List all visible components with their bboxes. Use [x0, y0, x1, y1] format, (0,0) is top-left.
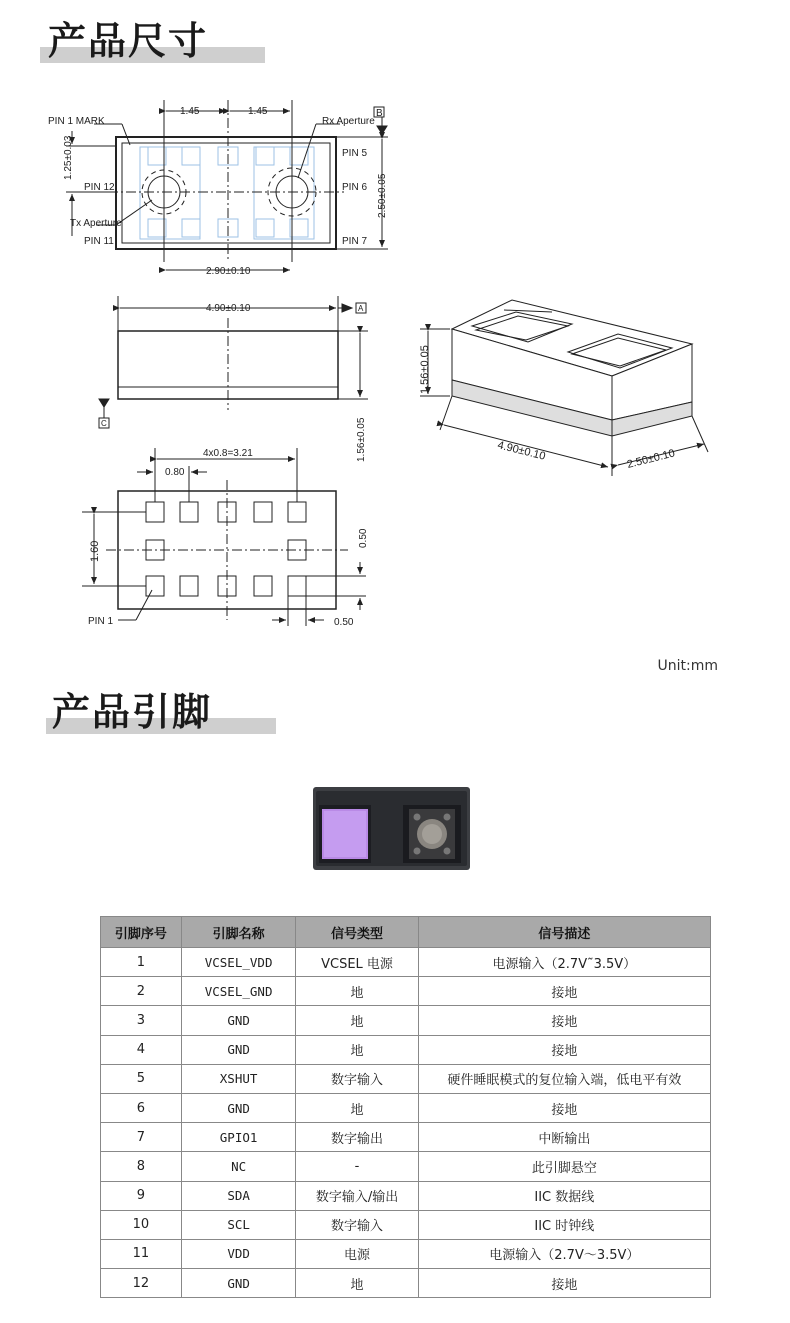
table-row [101, 1269, 711, 1298]
cell-pin-number: 2 [101, 977, 182, 1006]
iso-dim-width: 2.50±0.10 [625, 447, 677, 471]
pin6-label: PIN 6 [342, 182, 368, 193]
pin7-label: PIN 7 [342, 236, 368, 247]
cell-signal-description: 中断输出 [418, 1123, 710, 1152]
cell-pin-number: 7 [101, 1123, 182, 1152]
section-title: 产品尺寸 [48, 19, 209, 63]
cell-signal-type: 地 [296, 1006, 418, 1035]
bottom-pin1-label: PIN 1 [88, 616, 114, 627]
header-signal-description: 信号描述 [418, 917, 710, 948]
dim-bottom: 2.90±0.10 [206, 266, 251, 277]
cell-pin-name: VCSEL_VDD [181, 948, 295, 977]
pin-table [100, 916, 711, 1298]
cell-signal-description: 接地 [418, 1093, 710, 1122]
cell-signal-type: 电源 [296, 1239, 418, 1268]
cell-pin-number: 8 [101, 1152, 182, 1181]
cell-pin-name: VDD [181, 1239, 295, 1268]
table-row [101, 1181, 711, 1210]
cell-pin-name: GND [181, 1035, 295, 1064]
tx-aperture-label: Tx Aperture [70, 218, 122, 229]
datum-c: C [101, 419, 107, 428]
cell-pin-name: SDA [181, 1181, 295, 1210]
cell-pin-number: 10 [101, 1210, 182, 1239]
bottom-dim-pitch: 0.80 [165, 467, 185, 478]
cell-pin-name: NC [181, 1152, 295, 1181]
cell-signal-type: VCSEL 电源 [296, 948, 418, 977]
dim-top-left: 1.45 [180, 106, 200, 117]
table-row [101, 1239, 711, 1268]
cell-pin-name: SCL [181, 1210, 295, 1239]
side-view [99, 296, 368, 428]
cell-signal-description: IIC 数据线 [418, 1181, 710, 1210]
header-pin-number: 引脚序号 [101, 917, 182, 948]
dim-aperture-height: 1.25±0.03 [63, 135, 74, 180]
rx-aperture-label: Rx Aperture [322, 116, 375, 127]
cell-pin-number: 11 [101, 1239, 182, 1268]
dimension-drawing [0, 80, 790, 730]
table-header-row [101, 917, 711, 948]
bottom-dim-rows: 1.60 [89, 540, 101, 562]
cell-signal-description: 电源输入（2.7V～3.5V） [418, 1239, 710, 1268]
cell-signal-description: 接地 [418, 977, 710, 1006]
cell-pin-name: GPIO1 [181, 1123, 295, 1152]
cell-signal-type: 数字输入 [296, 1064, 418, 1093]
product-photo [313, 787, 470, 870]
cell-pin-name: GND [181, 1006, 295, 1035]
cell-pin-name: VCSEL_GND [181, 977, 295, 1006]
side-dim-length: 4.90±0.10 [206, 303, 251, 314]
cell-pin-number: 6 [101, 1093, 182, 1122]
cell-pin-name: GND [181, 1093, 295, 1122]
cell-signal-description: 接地 [418, 1035, 710, 1064]
pin11-label: PIN 11 [84, 236, 114, 247]
cell-signal-type: 数字输入 [296, 1210, 418, 1239]
table-row [101, 1035, 711, 1064]
cell-pin-number: 3 [101, 1006, 182, 1035]
bottom-view [82, 448, 366, 626]
cell-pin-number: 9 [101, 1181, 182, 1210]
cell-pin-number: 1 [101, 948, 182, 977]
unit-label: Unit:mm [657, 658, 718, 674]
pin5-label: PIN 5 [342, 148, 368, 159]
dim-top-right: 1.45 [248, 106, 268, 117]
side-dim-height: 1.56±0.05 [356, 417, 367, 462]
cell-signal-type: - [296, 1152, 418, 1181]
header-pin-name: 引脚名称 [181, 917, 295, 948]
header-signal-type: 信号类型 [296, 917, 418, 948]
pin12-label: PIN 12 [84, 182, 115, 193]
table-row [101, 1093, 711, 1122]
cell-pin-number: 4 [101, 1035, 182, 1064]
cell-signal-description: 此引脚悬空 [418, 1152, 710, 1181]
cell-signal-description: 硬件睡眠模式的复位输入端，低电平有效 [418, 1064, 710, 1093]
section-heading-dimensions [40, 5, 270, 65]
cell-signal-type: 数字输出 [296, 1123, 418, 1152]
table-row [101, 1123, 711, 1152]
cell-pin-name: XSHUT [181, 1064, 295, 1093]
iso-dim-height: 1.56±0.05 [419, 345, 431, 394]
cell-signal-type: 数字输入/输出 [296, 1181, 418, 1210]
datum-a: A [358, 304, 364, 313]
table-row [101, 1152, 711, 1181]
cell-pin-number: 12 [101, 1269, 182, 1298]
cell-signal-description: 电源输入（2.7V˜3.5V） [418, 948, 710, 977]
table-row [101, 1210, 711, 1239]
iso-dim-length: 4.90±0.10 [496, 439, 547, 463]
cell-signal-type: 地 [296, 1269, 418, 1298]
pin1-mark-label: PIN 1 MARK [48, 116, 105, 127]
cell-signal-type: 地 [296, 977, 418, 1006]
cell-signal-description: 接地 [418, 1006, 710, 1035]
table-row [101, 1006, 711, 1035]
table-row [101, 1064, 711, 1093]
table-row [101, 948, 711, 977]
cell-signal-type: 地 [296, 1093, 418, 1122]
cell-signal-description: IIC 时钟线 [418, 1210, 710, 1239]
cell-signal-description: 接地 [418, 1269, 710, 1298]
cell-signal-type: 地 [296, 1035, 418, 1064]
cell-pin-name: GND [181, 1269, 295, 1298]
cell-pin-number: 5 [101, 1064, 182, 1093]
bottom-dim-total: 4x0.8=3.21 [203, 448, 253, 459]
datum-b: B [376, 108, 383, 119]
bottom-dim-pad-right: 0.50 [358, 528, 369, 548]
bottom-pads [146, 502, 306, 596]
bottom-dim-pad-bottom: 0.50 [334, 617, 354, 628]
section-title: 产品引脚 [52, 690, 213, 734]
dim-right-height: 2.50±0.05 [377, 173, 388, 218]
table-row [101, 977, 711, 1006]
section-heading-pins [40, 676, 275, 736]
